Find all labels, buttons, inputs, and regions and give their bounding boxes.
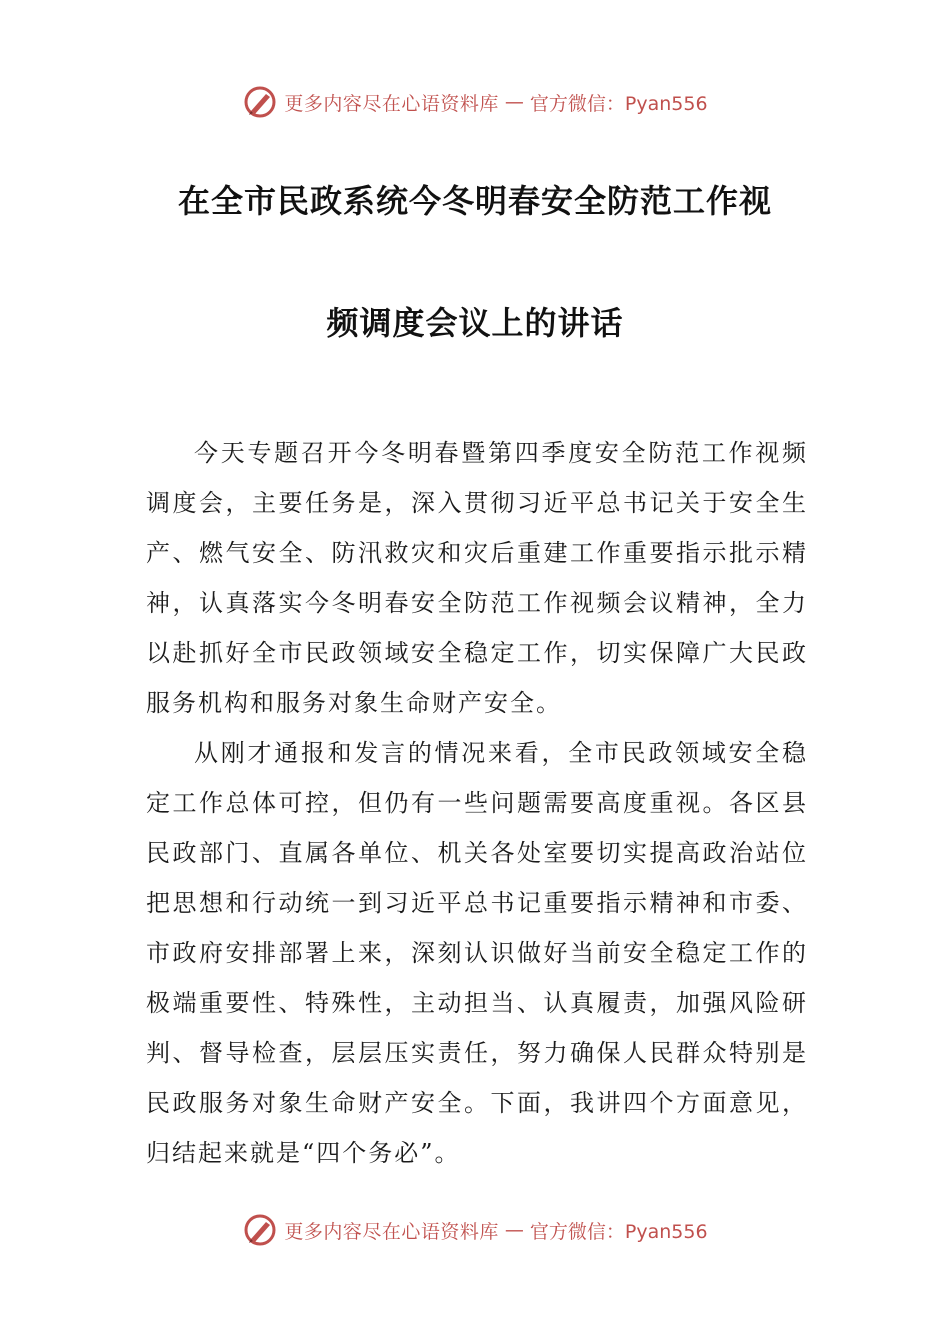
banner-contact: 官方微信：Pyan556 bbox=[529, 1220, 708, 1243]
banner-text: 更多内容尽在心语资料库 bbox=[284, 1220, 499, 1243]
banner-dash: — bbox=[504, 1219, 524, 1241]
pen-logo-icon bbox=[242, 1212, 278, 1248]
pen-logo-icon bbox=[242, 84, 278, 120]
document-body bbox=[146, 428, 808, 1178]
banner-contact: 官方微信：Pyan556 bbox=[529, 92, 708, 115]
paragraph-2: 从刚才通报和发言的情况来看，全市民政领域安全稳定工作总体可控，但仍有一些问题需要高度重视。各区县民政部门、直属各单位、机关各处室要切实提高政治站位把思想和行动统一到习近平总书记重要指示精神和市委、市政府安排部署上来，深刻认识做好当前安全稳定工作的极端重要性、特殊性，主动担当、认真履责，加强风险研判、督导检查，层层压实责任，努力确保人民群众特别是民政服务对象生命财产安全。下面，我讲四个方面意见，归结起来就是“四个务必”。 bbox=[146, 739, 808, 1167]
banner-dash: — bbox=[504, 91, 524, 113]
document-title-line-1: 在全市民政系统今冬明春安全防范工作视 bbox=[177, 182, 772, 220]
banner-text: 更多内容尽在心语资料库 bbox=[284, 92, 499, 115]
document-title-line-2: 频调度会议上的讲话 bbox=[326, 304, 624, 342]
footer-watermark-banner bbox=[0, 1210, 950, 1250]
paragraph-1: 今天专题召开今冬明春暨第四季度安全防范工作视频调度会，主要任务是，深入贯彻习近平总书记关于安全生产、燃气安全、防汛救灾和灾后重建工作重要指示批示精神，认真落实今冬明春安全防范工作视频会议精神，全力以赴抓好全市民政领域安全稳定工作，切实保障广大民政服务机构和服务对象生命财产安全。 bbox=[146, 439, 808, 717]
header-watermark-banner bbox=[0, 82, 950, 122]
